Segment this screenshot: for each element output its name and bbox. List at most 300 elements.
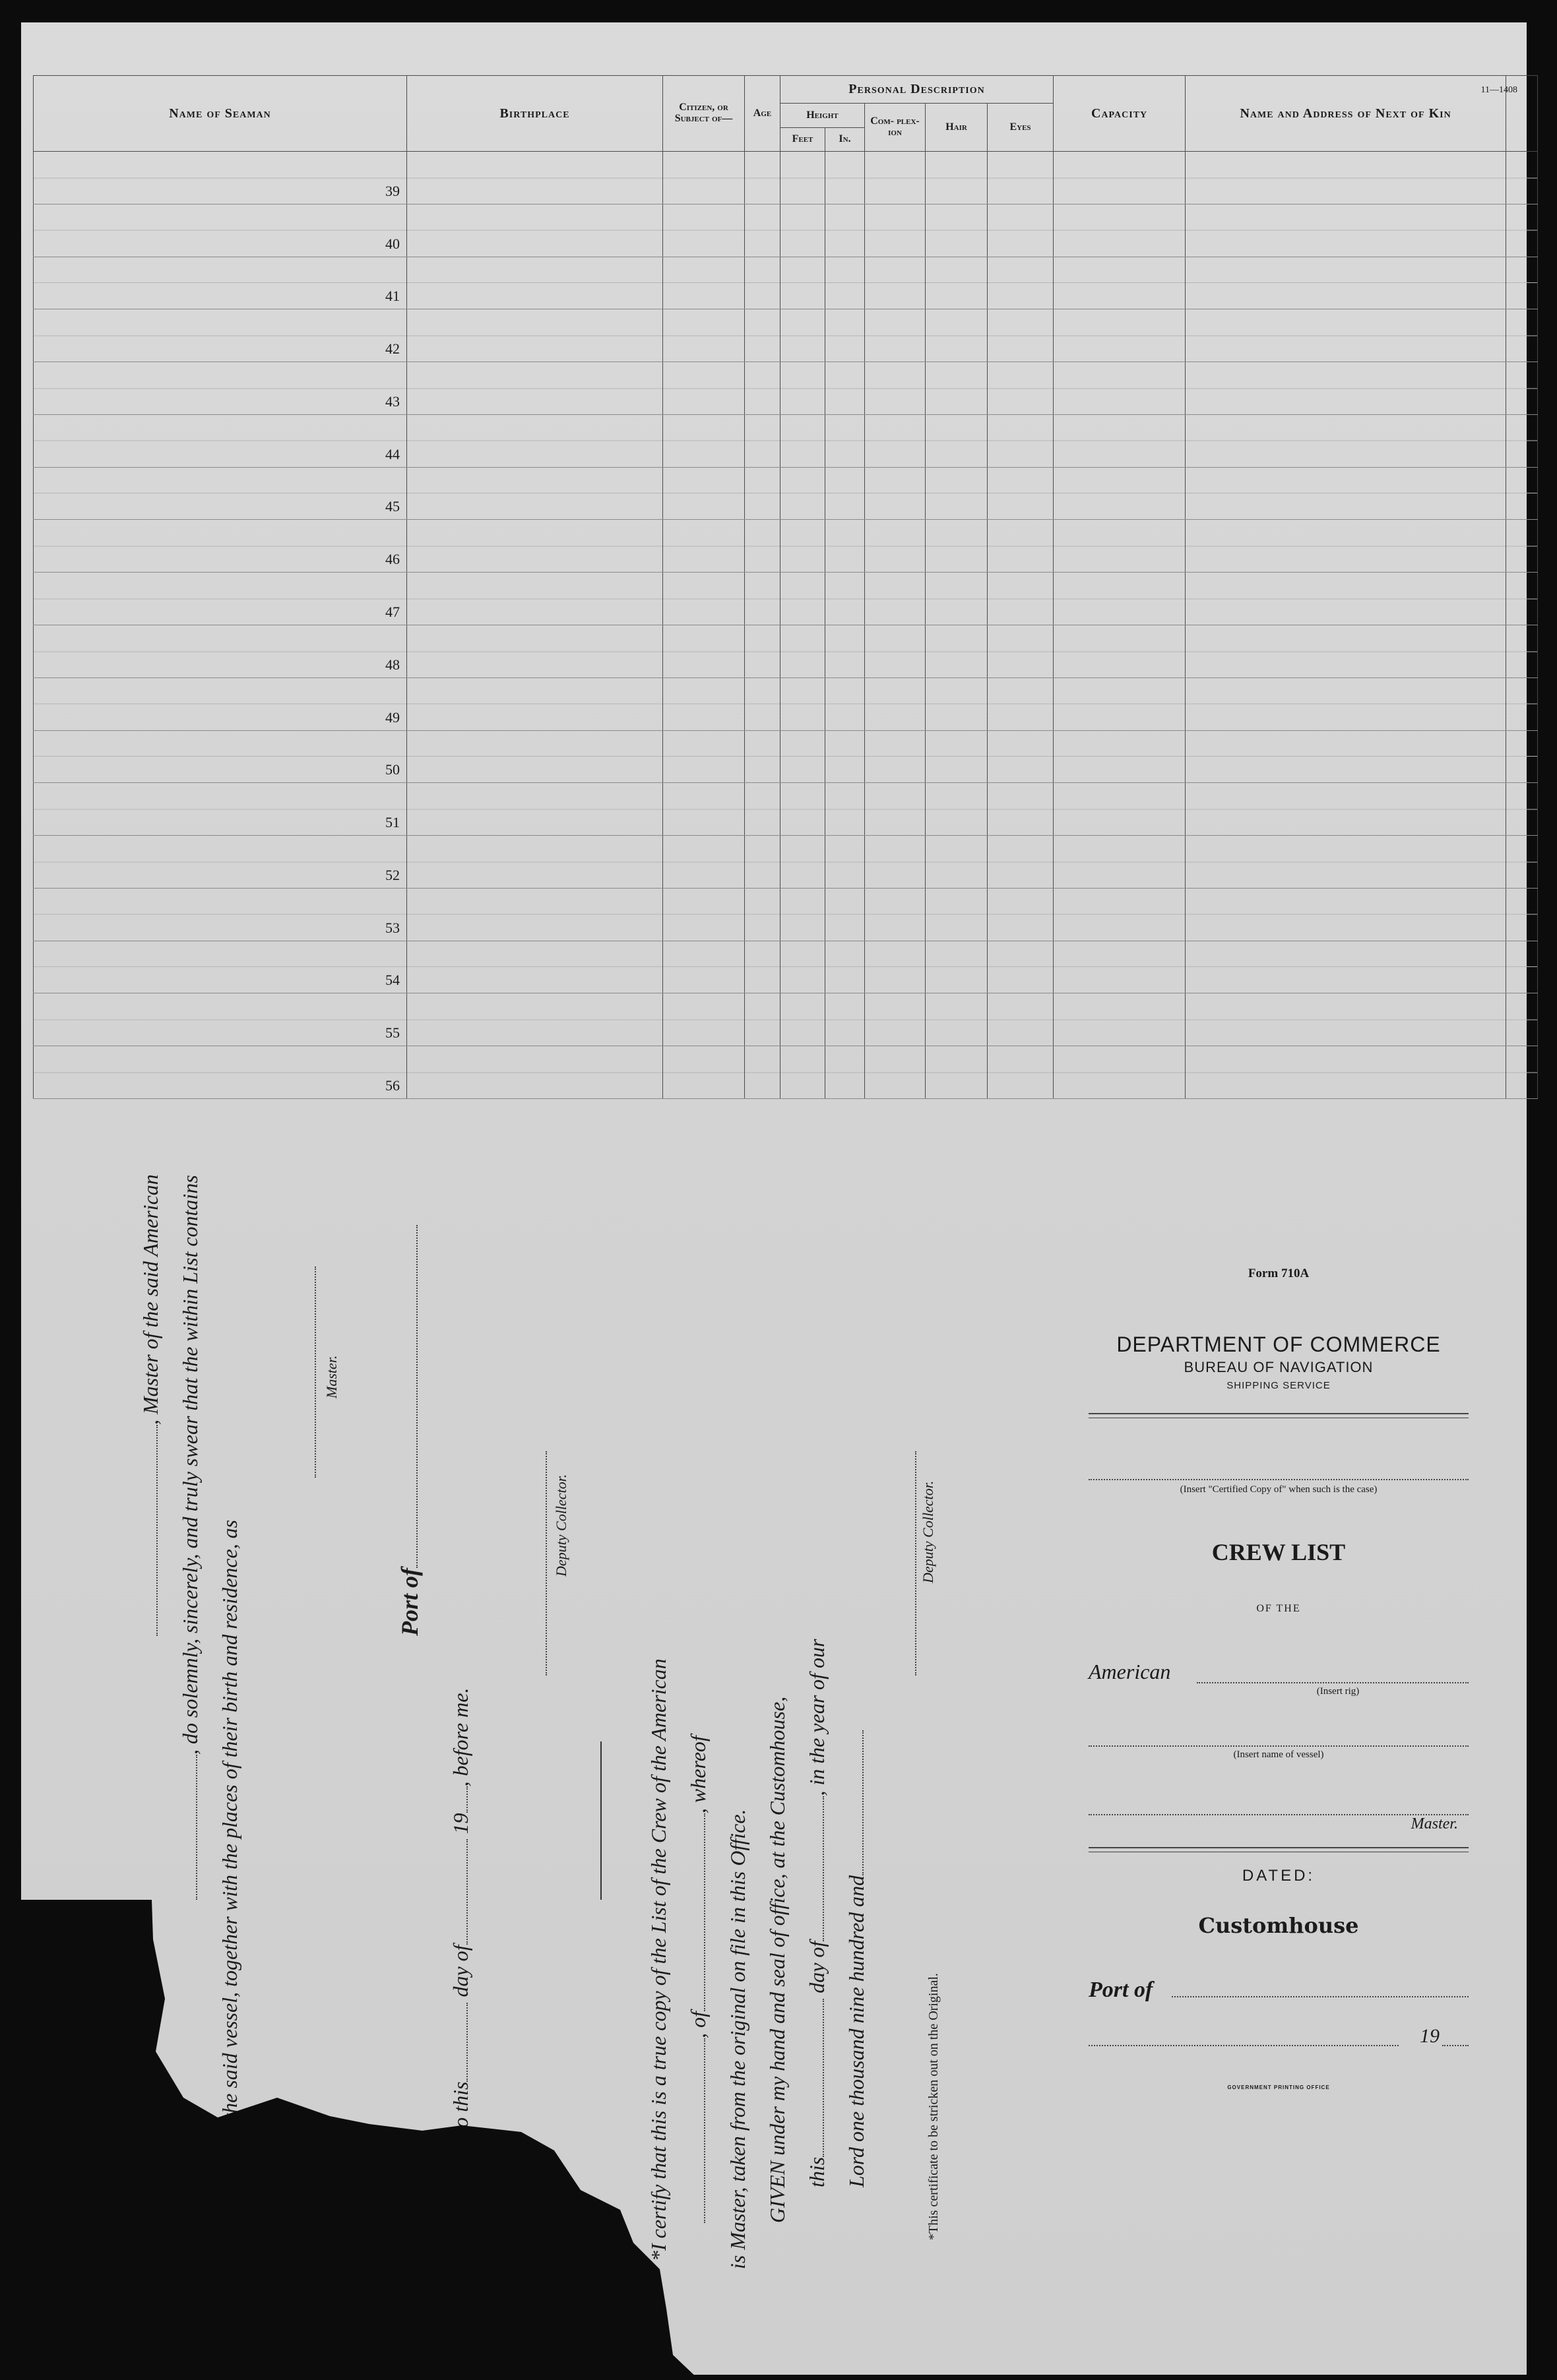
table-cell[interactable] [1186, 993, 1506, 1046]
table-cell[interactable] [988, 520, 1054, 573]
table-cell[interactable] [1054, 467, 1186, 520]
table-cell [1506, 467, 1538, 520]
table-cell[interactable] [926, 730, 988, 783]
table-cell[interactable] [865, 204, 926, 257]
row-number-cell[interactable]: 42 [34, 309, 407, 362]
table-cell[interactable] [865, 625, 926, 678]
table-cell[interactable] [865, 836, 926, 889]
table-cell[interactable] [1186, 152, 1506, 204]
table-cell [1506, 888, 1538, 941]
table-cell[interactable] [745, 836, 780, 889]
oath-deputy-collector: Deputy Collector. [553, 1474, 569, 1577]
table-row [34, 309, 1538, 362]
header-citizen: Citizen, or Subject of— [663, 76, 745, 152]
table-cell[interactable] [865, 888, 926, 941]
table-cell[interactable] [1186, 836, 1506, 889]
table-cell[interactable] [1186, 467, 1506, 520]
table-cell[interactable] [1054, 783, 1186, 836]
table-cell [1506, 362, 1538, 415]
printer-imprint: GOVERNMENT PRINTING OFFICE [1227, 2084, 1330, 2090]
deputy-collector-line[interactable] [546, 1451, 547, 1675]
given-month-line[interactable] [823, 1796, 824, 1941]
certify-whereof: , whereof [686, 1736, 710, 1814]
table-cell[interactable] [407, 467, 663, 520]
table-row [34, 625, 1538, 678]
table-cell[interactable] [988, 836, 1054, 889]
table-cell[interactable] [745, 993, 780, 1046]
table-cell[interactable] [1186, 783, 1506, 836]
table-cell[interactable] [407, 257, 663, 309]
header-complexion: Com- plex- ion [865, 104, 926, 152]
table-cell[interactable] [865, 414, 926, 467]
table-cell[interactable] [663, 414, 745, 467]
table-cell[interactable] [825, 573, 865, 625]
table-cell[interactable] [988, 677, 1054, 730]
table-cell[interactable] [780, 677, 825, 730]
table-cell[interactable] [407, 941, 663, 993]
sworn-year-line[interactable] [466, 1786, 468, 1813]
table-cell[interactable] [988, 152, 1054, 204]
header-height: Height [780, 104, 865, 127]
table-cell[interactable] [663, 888, 745, 941]
table-cell[interactable] [407, 730, 663, 783]
table-cell[interactable] [407, 309, 663, 362]
table-cell[interactable] [745, 625, 780, 678]
oath-day-of: day of [449, 1945, 472, 1997]
row-number-cell[interactable]: 46 [34, 520, 407, 573]
given-year-line[interactable] [862, 1730, 864, 1875]
table-cell[interactable] [988, 941, 1054, 993]
table-cell[interactable] [663, 467, 745, 520]
table-cell [1506, 941, 1538, 993]
insert-vessel-note: (Insert name of vessel) [1233, 1749, 1324, 1760]
table-cell[interactable] [988, 467, 1054, 520]
table-cell[interactable] [780, 836, 825, 889]
table-cell[interactable] [825, 309, 865, 362]
table-cell[interactable] [1186, 414, 1506, 467]
table-cell[interactable] [988, 573, 1054, 625]
table-cell[interactable] [825, 625, 865, 678]
table-cell[interactable] [988, 1046, 1054, 1099]
table-cell[interactable] [745, 204, 780, 257]
table-cell[interactable] [825, 993, 865, 1046]
table-cell[interactable] [780, 414, 825, 467]
cover-port-line[interactable] [1172, 1996, 1469, 1997]
table-cell[interactable] [780, 520, 825, 573]
master-signature-line[interactable] [315, 1267, 316, 1478]
table-cell[interactable] [926, 941, 988, 993]
table-cell[interactable] [865, 730, 926, 783]
table-cell[interactable] [780, 730, 825, 783]
customhouse-label: Customhouse [1198, 1913, 1359, 1938]
table-cell[interactable] [745, 467, 780, 520]
table-cell[interactable] [407, 152, 663, 204]
certificate-footnote: *This certificate to be stricken out on the Original. [926, 1973, 941, 2240]
table-cell[interactable] [988, 257, 1054, 309]
deputy-collector-line-2[interactable] [915, 1451, 916, 1675]
cover-year-line[interactable] [1442, 2045, 1469, 2046]
table-cell[interactable] [926, 309, 988, 362]
table-cell[interactable] [926, 257, 988, 309]
certify-lord: Lord one thousand nine hundred and [844, 1875, 868, 2187]
table-cell[interactable] [745, 677, 780, 730]
table-cell[interactable] [1186, 888, 1506, 941]
table-cell[interactable] [926, 414, 988, 467]
header-personal-description: Personal Description [780, 76, 1054, 104]
separator-rule [600, 1741, 602, 1900]
table-cell[interactable] [825, 520, 865, 573]
cover-rule-2 [1089, 1847, 1469, 1852]
table-cell[interactable] [745, 257, 780, 309]
table-cell[interactable] [1186, 257, 1506, 309]
table-cell[interactable] [825, 362, 865, 415]
table-row [34, 783, 1538, 836]
table-cell[interactable] [865, 152, 926, 204]
oath-port-of: Port of [397, 1568, 423, 1636]
table-cell[interactable] [1186, 730, 1506, 783]
table-cell[interactable] [1054, 362, 1186, 415]
cover-year: 19 [1420, 2025, 1440, 2047]
table-cell [1506, 204, 1538, 257]
table-cell[interactable] [407, 993, 663, 1046]
vessel-name-line[interactable] [1089, 1745, 1469, 1747]
table-cell[interactable] [780, 941, 825, 993]
table-cell[interactable] [988, 730, 1054, 783]
table-cell[interactable] [1186, 520, 1506, 573]
insert-rig-note: (Insert rig) [1316, 1686, 1360, 1697]
table-cell[interactable] [825, 152, 865, 204]
table-cell[interactable] [865, 520, 926, 573]
row-number-cell[interactable]: 45 [34, 467, 407, 520]
table-cell[interactable] [865, 467, 926, 520]
table-cell[interactable] [663, 993, 745, 1046]
table-cell[interactable] [988, 204, 1054, 257]
given-day-line[interactable] [823, 1999, 824, 2157]
table-row [34, 152, 1538, 204]
table-cell[interactable] [663, 677, 745, 730]
table-cell[interactable] [1054, 520, 1186, 573]
table-row [34, 520, 1538, 573]
table-cell[interactable] [865, 677, 926, 730]
table-cell[interactable] [865, 309, 926, 362]
table-cell[interactable] [1054, 1046, 1186, 1099]
certify-day-of: day of [805, 1941, 829, 1993]
table-cell[interactable] [745, 152, 780, 204]
form-number: Form 710A [1248, 1267, 1310, 1280]
table-cell[interactable] [926, 573, 988, 625]
row-number-cell[interactable]: 48 [34, 625, 407, 678]
table-cell[interactable] [1054, 257, 1186, 309]
table-cell[interactable] [825, 730, 865, 783]
table-row [34, 888, 1538, 941]
table-cell[interactable] [988, 625, 1054, 678]
header-next-of-kin: Name and Address of Next of Kin [1186, 76, 1506, 152]
torn-corner [0, 1900, 726, 2380]
dated-label: DATED: [1242, 1867, 1316, 1885]
certify-given: GIVEN under my hand and seal of office, at the Customhouse, [765, 1696, 789, 2223]
table-cell[interactable] [926, 152, 988, 204]
table-cell[interactable] [1054, 993, 1186, 1046]
table-cell[interactable] [1186, 309, 1506, 362]
table-cell[interactable] [663, 520, 745, 573]
master-name-line[interactable] [156, 1425, 158, 1636]
table-cell[interactable] [663, 204, 745, 257]
header-feet: Feet [780, 127, 825, 151]
table-cell [1506, 152, 1538, 204]
table-cell[interactable] [1054, 625, 1186, 678]
oath-crew-line: e Crew of the said vessel, together with the places of their birth and residence, as [218, 1519, 241, 2206]
table-cell[interactable] [926, 625, 988, 678]
table-cell[interactable] [988, 783, 1054, 836]
table-cell[interactable] [663, 362, 745, 415]
table-cell[interactable] [1054, 888, 1186, 941]
crew-table [33, 75, 1538, 1099]
table-row [34, 414, 1538, 467]
table-row [34, 941, 1538, 993]
table-cell[interactable] [663, 730, 745, 783]
oath-before-me: , before me. [449, 1687, 472, 1787]
table-cell[interactable] [825, 836, 865, 889]
table-cell[interactable] [865, 993, 926, 1046]
table-cell[interactable] [926, 783, 988, 836]
table-cell [1506, 625, 1538, 678]
table-cell[interactable] [780, 888, 825, 941]
table-cell[interactable] [663, 152, 745, 204]
table-cell [1506, 783, 1538, 836]
table-cell[interactable] [1054, 152, 1186, 204]
table-cell[interactable] [825, 941, 865, 993]
table-cell[interactable] [407, 204, 663, 257]
table-cell[interactable] [663, 783, 745, 836]
table-cell[interactable] [780, 152, 825, 204]
table-cell[interactable] [865, 1046, 926, 1099]
table-cell[interactable] [988, 888, 1054, 941]
table-cell [1506, 993, 1538, 1046]
crew-list-title: CREW LIST [1211, 1539, 1346, 1565]
table-cell[interactable] [780, 993, 825, 1046]
table-cell[interactable] [1186, 1046, 1506, 1099]
table-cell[interactable] [745, 1046, 780, 1099]
table-row [34, 257, 1538, 309]
table-cell[interactable] [780, 204, 825, 257]
table-cell[interactable] [780, 625, 825, 678]
table-cell[interactable] [780, 467, 825, 520]
table-cell [1506, 573, 1538, 625]
table-cell[interactable] [745, 783, 780, 836]
table-cell[interactable] [780, 257, 825, 309]
table-cell[interactable] [1054, 836, 1186, 889]
cover-port-of: Port of [1089, 1978, 1153, 2002]
table-cell[interactable] [1186, 573, 1506, 625]
table-cell[interactable] [407, 888, 663, 941]
oath-master-of-american: , Master of the said American [139, 1174, 162, 1425]
table-cell[interactable] [1186, 941, 1506, 993]
table-cell[interactable] [825, 677, 865, 730]
header-hair: Hair [926, 104, 988, 152]
row-number-cell[interactable]: 44 [34, 414, 407, 467]
table-row [34, 1046, 1538, 1099]
table-cell[interactable] [988, 993, 1054, 1046]
oath-master-label: Master. [323, 1355, 340, 1398]
table-cell[interactable] [825, 1046, 865, 1099]
row-number-cell[interactable]: 40 [34, 204, 407, 257]
table-row [34, 730, 1538, 783]
table-cell[interactable] [1186, 625, 1506, 678]
table-cell[interactable] [407, 677, 663, 730]
table-cell[interactable] [926, 836, 988, 889]
table-cell[interactable] [825, 888, 865, 941]
table-cell[interactable] [926, 520, 988, 573]
table-cell[interactable] [780, 573, 825, 625]
master-sign-line[interactable] [196, 1755, 197, 1900]
table-cell[interactable] [1054, 414, 1186, 467]
table-cell[interactable] [1186, 677, 1506, 730]
department-title: DEPARTMENT OF COMMERCE [1116, 1332, 1441, 1356]
table-cell[interactable] [865, 573, 926, 625]
cover-date-line[interactable] [1089, 2045, 1399, 2046]
row-number-cell[interactable]: 53 [34, 888, 407, 941]
table-cell[interactable] [663, 941, 745, 993]
table-cell[interactable] [780, 309, 825, 362]
table-cell[interactable] [825, 467, 865, 520]
table-cell [1506, 1046, 1538, 1099]
table-cell[interactable] [780, 783, 825, 836]
table-cell[interactable] [663, 309, 745, 362]
table-cell[interactable] [1054, 573, 1186, 625]
table-row [34, 836, 1538, 889]
row-number-cell[interactable]: 51 [34, 783, 407, 836]
table-cell[interactable] [407, 362, 663, 415]
header-capacity: Capacity [1054, 76, 1186, 152]
table-cell[interactable] [1186, 362, 1506, 415]
table-cell [1506, 257, 1538, 309]
table-cell[interactable] [988, 414, 1054, 467]
table-cell[interactable] [926, 677, 988, 730]
table-cell[interactable] [745, 573, 780, 625]
row-number-cell[interactable]: 49 [34, 677, 407, 730]
table-cell [1506, 836, 1538, 889]
table-cell[interactable] [865, 257, 926, 309]
row-number-cell[interactable]: 39 [34, 152, 407, 204]
table-cell[interactable] [407, 836, 663, 889]
table-cell[interactable] [1054, 730, 1186, 783]
table-cell [1506, 677, 1538, 730]
table-cell[interactable] [926, 467, 988, 520]
header-blank [1506, 76, 1538, 152]
table-cell[interactable] [1186, 204, 1506, 257]
table-row [34, 677, 1538, 730]
table-cell[interactable] [407, 625, 663, 678]
table-cell[interactable] [663, 1046, 745, 1099]
row-number-cell[interactable]: 55 [34, 993, 407, 1046]
table-cell[interactable] [745, 888, 780, 941]
header-age: Age [745, 76, 780, 152]
header-inches: In. [825, 127, 865, 151]
table-cell[interactable] [1054, 309, 1186, 362]
row-number-cell[interactable]: 52 [34, 836, 407, 889]
table-cell[interactable] [926, 362, 988, 415]
table-cell[interactable] [1054, 677, 1186, 730]
table-cell[interactable] [926, 888, 988, 941]
table-cell[interactable] [825, 204, 865, 257]
american-label: American [1089, 1660, 1171, 1683]
table-row [34, 362, 1538, 415]
row-number-cell[interactable]: 50 [34, 730, 407, 783]
certified-copy-line[interactable] [1089, 1479, 1469, 1480]
table-cell[interactable] [780, 1046, 825, 1099]
cover-block [1087, 1267, 1470, 2104]
table-cell[interactable] [407, 573, 663, 625]
table-row [34, 993, 1538, 1046]
certify-of: , of [686, 2011, 710, 2038]
rig-line[interactable] [1197, 1682, 1469, 1683]
of-the-label: OF THE [1256, 1603, 1301, 1614]
table-cell[interactable] [926, 204, 988, 257]
table-row [34, 204, 1538, 257]
certified-copy-note: (Insert "Certified Copy of" when such is the case) [1180, 1484, 1378, 1495]
row-number-cell[interactable]: 47 [34, 573, 407, 625]
cover-rule-1 [1089, 1413, 1469, 1418]
table-cell[interactable] [745, 941, 780, 993]
table-cell[interactable] [825, 257, 865, 309]
master-label: Master. [1411, 1815, 1458, 1832]
table-cell [1506, 309, 1538, 362]
oath-do-solemnly: , do solemnly, sincerely, and truly swear that the within List contains [178, 1175, 202, 1755]
certify-is-master: is Master, taken from the original on file in this Office. [726, 1809, 749, 2269]
table-cell[interactable] [865, 783, 926, 836]
certify-this: this [805, 2156, 829, 2187]
table-cell[interactable] [1054, 204, 1186, 257]
table-cell[interactable] [865, 362, 926, 415]
table-cell[interactable] [407, 520, 663, 573]
table-cell[interactable] [745, 414, 780, 467]
header-eyes: Eyes [988, 104, 1054, 152]
table-cell[interactable] [780, 362, 825, 415]
table-cell[interactable] [407, 1046, 663, 1099]
table-cell[interactable] [988, 362, 1054, 415]
table-cell[interactable] [988, 309, 1054, 362]
table-cell[interactable] [745, 730, 780, 783]
table-cell[interactable] [745, 309, 780, 362]
table-cell [1506, 730, 1538, 783]
table-cell[interactable] [663, 625, 745, 678]
certify-in-the-year: , in the year of our [805, 1639, 829, 1796]
bureau-title: BUREAU OF NAVIGATION [1184, 1359, 1374, 1375]
oath-nineteen: 19 [449, 1813, 472, 1834]
table-cell[interactable] [926, 1046, 988, 1099]
table-cell[interactable] [825, 783, 865, 836]
table-cell[interactable] [865, 941, 926, 993]
table-cell[interactable] [407, 414, 663, 467]
table-cell[interactable] [745, 362, 780, 415]
table-cell[interactable] [663, 257, 745, 309]
certify-line: *I certify that this is a true copy of the List of the Crew of the American [647, 1658, 670, 2261]
port-of-line[interactable] [416, 1225, 418, 1568]
table-cell [1506, 520, 1538, 573]
row-number-cell[interactable]: 56 [34, 1046, 407, 1099]
row-number-cell[interactable]: 41 [34, 257, 407, 309]
row-number-cell[interactable]: 43 [34, 362, 407, 415]
table-cell[interactable] [825, 414, 865, 467]
table-cell[interactable] [407, 783, 663, 836]
table-cell[interactable] [663, 573, 745, 625]
table-cell[interactable] [745, 520, 780, 573]
certify-deputy-collector: Deputy Collector. [920, 1480, 936, 1583]
table-cell[interactable] [663, 836, 745, 889]
table-cell[interactable] [1054, 941, 1186, 993]
row-number-cell[interactable]: 54 [34, 941, 407, 993]
table-cell[interactable] [926, 993, 988, 1046]
